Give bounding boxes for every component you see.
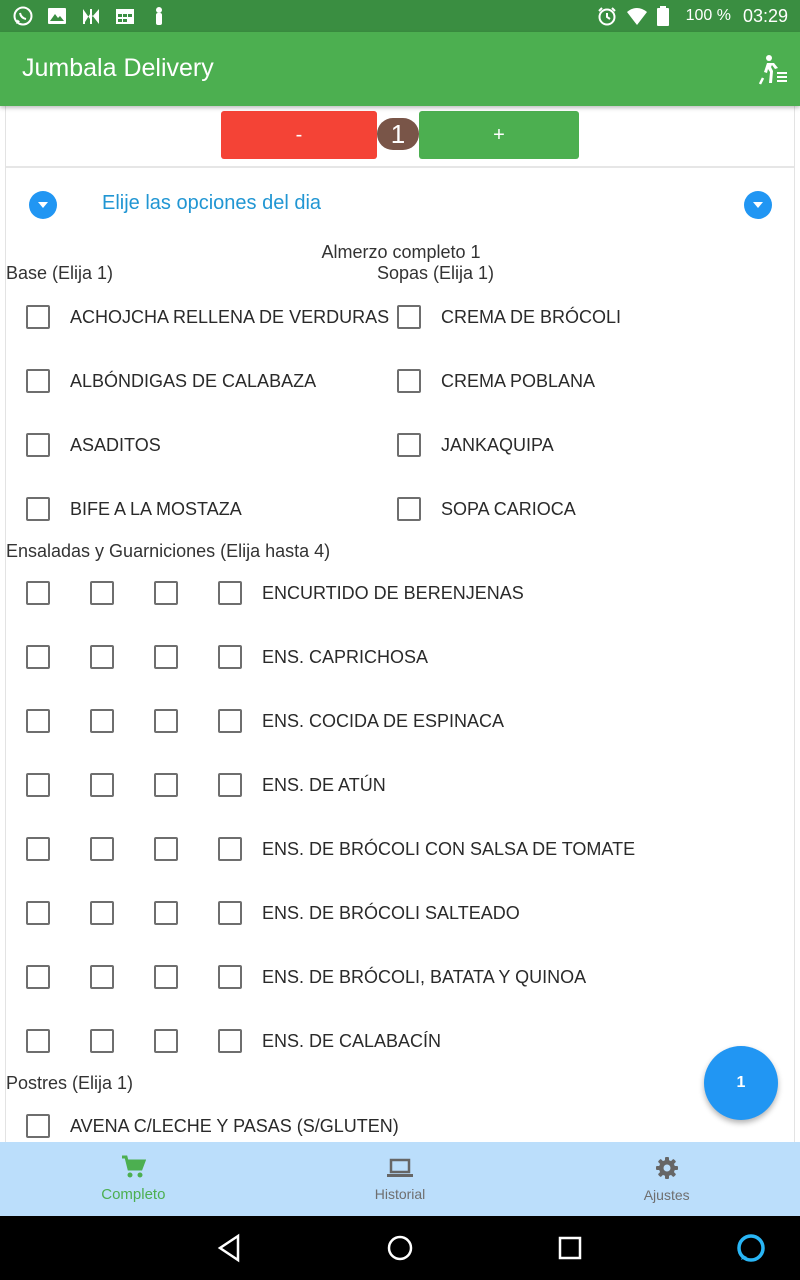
nav-historial-label: Historial — [374, 1185, 426, 1202]
figure-icon — [148, 5, 170, 27]
ensalada-option-label: ENS. DE CALABACÍN — [262, 1031, 442, 1051]
ensalada-checkbox-3[interactable] — [154, 837, 178, 861]
ensalada-checkbox-3[interactable] — [154, 901, 178, 925]
quantity-row — [6, 106, 795, 168]
ensalada-checkbox-3[interactable] — [154, 1029, 178, 1053]
ensalada-option-label: ENCURTIDO DE BERENJENAS — [262, 583, 524, 603]
base-option-checkbox[interactable] — [26, 369, 50, 393]
ensalada-checkbox-1[interactable] — [26, 901, 50, 925]
ensalada-checkbox-4[interactable] — [218, 901, 242, 925]
ensalada-checkbox-1[interactable] — [26, 773, 50, 797]
n-app-icon — [80, 5, 102, 27]
cart-icon — [120, 1155, 146, 1184]
sopa-option-label: SOPA CARIOCA — [441, 499, 576, 519]
battery-level: 100 % — [685, 7, 731, 24]
ensalada-checkbox-3[interactable] — [154, 581, 178, 605]
nav-historial[interactable] — [267, 1142, 534, 1216]
ensalada-checkbox-4[interactable] — [218, 773, 242, 797]
quantity-badge: 1 — [377, 118, 419, 150]
increase-button[interactable]: + — [419, 111, 579, 159]
postre-option-label: AVENA C/LECHE Y PASAS (S/GLUTEN) — [70, 1116, 399, 1136]
ensalada-checkbox-3[interactable] — [154, 709, 178, 733]
ensalada-checkbox-1[interactable] — [26, 581, 50, 605]
ensalada-checkbox-4[interactable] — [218, 965, 242, 989]
ensalada-checkbox-1[interactable] — [26, 709, 50, 733]
base-option-checkbox[interactable] — [26, 433, 50, 457]
assistant-icon[interactable] — [735, 1232, 767, 1264]
nav-completo-label: Completo — [101, 1186, 166, 1203]
base-option-label: ACHOJCHA RELLENA DE VERDURAS — [70, 307, 390, 327]
ensalada-checkbox-2[interactable] — [90, 645, 114, 669]
ensalada-checkbox-2[interactable] — [90, 965, 114, 989]
postre-option-checkbox[interactable] — [26, 1114, 50, 1138]
ensalada-checkbox-4[interactable] — [218, 1029, 242, 1053]
sopa-option-checkbox[interactable] — [397, 305, 421, 329]
battery-icon — [656, 5, 678, 27]
chevron-down-icon[interactable] — [29, 191, 57, 219]
gear-icon — [655, 1156, 679, 1185]
ensalada-checkbox-1[interactable] — [26, 645, 50, 669]
sopa-option-checkbox[interactable] — [397, 497, 421, 521]
ensalada-checkbox-3[interactable] — [154, 965, 178, 989]
ensalada-checkbox-2[interactable] — [90, 1029, 114, 1053]
calendar-icon — [114, 5, 136, 27]
ensalada-checkbox-2[interactable] — [90, 901, 114, 925]
status-bar — [0, 0, 800, 32]
sopa-option-label: CREMA POBLANA — [441, 371, 596, 391]
ensalada-checkbox-4[interactable] — [218, 581, 242, 605]
whatsapp-icon — [12, 5, 34, 27]
postres-section-label: Postres (Elija 1) — [6, 1073, 134, 1093]
ensalada-option-label: ENS. CAPRICHOSA — [262, 647, 429, 667]
cart-count-fab[interactable]: 1 — [704, 1046, 778, 1120]
sopa-option-label: JANKAQUIPA — [441, 435, 554, 455]
chevron-down-icon[interactable] — [744, 191, 772, 219]
alarm-icon — [596, 5, 618, 27]
sopa-option-checkbox[interactable] — [397, 433, 421, 457]
gallery-icon — [46, 5, 68, 27]
ensalada-checkbox-1[interactable] — [26, 837, 50, 861]
clock: 03:29 — [742, 5, 788, 26]
options-panel-header[interactable] — [6, 168, 795, 240]
ensalada-option-label: ENS. DE ATÚN — [262, 775, 386, 795]
app-title: Jumbala Delivery — [22, 54, 214, 82]
ensalada-checkbox-1[interactable] — [26, 1029, 50, 1053]
ensalada-option-label: ENS. DE BRÓCOLI SALTEADO — [262, 903, 520, 923]
meal-subtitle: Almerzo completo 1 — [321, 242, 481, 262]
base-option-label: ASADITOS — [70, 435, 161, 455]
base-section-label: Base (Elija 1) — [6, 263, 114, 283]
laptop-icon — [386, 1157, 414, 1184]
back-icon[interactable] — [214, 1232, 246, 1264]
ensaladas-section-label: Ensaladas y Guarniciones (Elija hasta 4) — [6, 541, 331, 561]
system-navigation-bar — [0, 1216, 800, 1280]
ensalada-checkbox-4[interactable] — [218, 837, 242, 861]
base-option-checkbox[interactable] — [26, 497, 50, 521]
ensalada-checkbox-4[interactable] — [218, 645, 242, 669]
wifi-icon — [626, 5, 648, 27]
ensalada-checkbox-3[interactable] — [154, 773, 178, 797]
nav-ajustes[interactable] — [533, 1142, 800, 1216]
nav-completo[interactable] — [0, 1142, 267, 1216]
ensalada-option-label: ENS. DE BRÓCOLI, BATATA Y QUINOA — [262, 967, 587, 987]
app-bar — [0, 32, 800, 106]
decrease-button[interactable]: - — [221, 111, 377, 159]
base-option-checkbox[interactable] — [26, 305, 50, 329]
ensalada-checkbox-4[interactable] — [218, 709, 242, 733]
recents-icon[interactable] — [554, 1232, 586, 1264]
ensalada-checkbox-1[interactable] — [26, 965, 50, 989]
ensalada-option-label: ENS. DE BRÓCOLI CON SALSA DE TOMATE — [262, 839, 636, 859]
sopas-section-label: Sopas (Elija 1) — [377, 263, 495, 283]
nav-ajustes-label: Ajustes — [643, 1186, 690, 1203]
base-option-label: BIFE A LA MOSTAZA — [70, 499, 242, 519]
base-option-label: ALBÓNDIGAS DE CALABAZA — [70, 371, 317, 391]
options-panel-title: Elije las opciones del dia — [102, 192, 322, 214]
ensalada-checkbox-2[interactable] — [90, 773, 114, 797]
ensalada-checkbox-2[interactable] — [90, 581, 114, 605]
ensalada-checkbox-2[interactable] — [90, 709, 114, 733]
person-walking-list-icon[interactable] — [758, 54, 788, 86]
bottom-navigation — [0, 1142, 800, 1216]
sopa-option-checkbox[interactable] — [397, 369, 421, 393]
ensalada-checkbox-3[interactable] — [154, 645, 178, 669]
ensalada-checkbox-2[interactable] — [90, 837, 114, 861]
sopa-option-label: CREMA DE BRÓCOLI — [441, 307, 622, 327]
order-content — [5, 106, 795, 1142]
ensalada-option-label: ENS. COCIDA DE ESPINACA — [262, 711, 505, 731]
home-icon[interactable] — [384, 1232, 416, 1264]
